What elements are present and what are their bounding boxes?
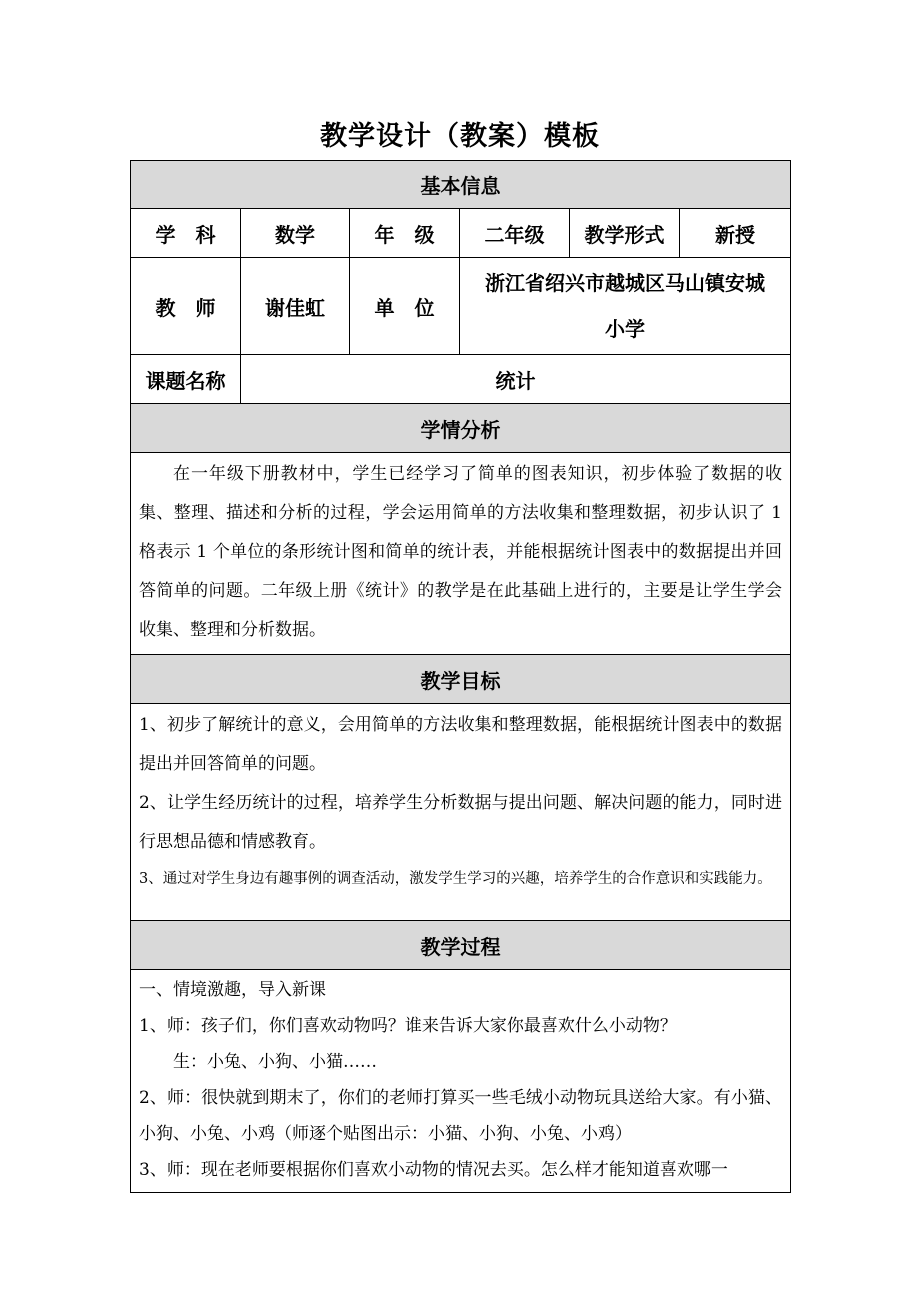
process-line: 3、师：现在老师要根据你们喜欢小动物的情况去买。怎么样才能知道喜欢哪一 bbox=[139, 1160, 728, 1180]
subject-label: 学 科 bbox=[131, 209, 241, 258]
analysis-text: 在一年级下册教材中，学生已经学习了简单的图表知识，初步体验了数据的收集、整理、描述和分析的过程，学会运用简单的方法收集和整理数据，初步认识了 1 格表示 1 个单位的条形统计图和简单的统计表，并能根据统计图表中的数据提出并回答简单的问题。二年级上册《统计》的教学是在此基础上进行的，主要是让学生学会收集、整理和分析数据。 bbox=[139, 464, 782, 640]
grade-label: 年 级 bbox=[350, 209, 460, 258]
objectives-header: 教学目标 bbox=[131, 655, 791, 704]
lesson-plan-table bbox=[130, 160, 791, 1193]
analysis-body bbox=[131, 453, 791, 655]
topic-value: 统计 bbox=[241, 355, 791, 404]
process-body bbox=[131, 970, 791, 1193]
teacher-value: 谢佳虹 bbox=[241, 258, 350, 355]
process-line: 生：小兔、小狗、小猫…… bbox=[173, 1052, 377, 1072]
teaching-form-label: 教学形式 bbox=[570, 209, 680, 258]
teaching-form-value: 新授 bbox=[680, 209, 791, 258]
process-line: 一、情境激趣，导入新课 bbox=[139, 980, 326, 1000]
analysis-header: 学情分析 bbox=[131, 404, 791, 453]
unit-value bbox=[460, 258, 791, 355]
unit-label: 单 位 bbox=[350, 258, 460, 355]
subject-value: 数学 bbox=[241, 209, 350, 258]
unit-value-line1: 浙江省绍兴市越城区马山镇安城 bbox=[485, 271, 765, 295]
objective-item: 2、让学生经历统计的过程，培养学生分析数据与提出问题、解决问题的能力，同时进行思想品德和情感教育。 bbox=[139, 793, 782, 852]
process-line: 1、师：孩子们，你们喜欢动物吗？谁来告诉大家你最喜欢什么小动物？ bbox=[139, 1016, 677, 1036]
grade-value: 二年级 bbox=[460, 209, 570, 258]
basic-info-header: 基本信息 bbox=[131, 161, 791, 209]
objective-item: 3、通过对学生身边有趣事例的调查活动，激发学生学习的兴趣，培养学生的合作意识和实践能力。 bbox=[139, 871, 772, 887]
objectives-body bbox=[131, 704, 791, 921]
topic-label: 课题名称 bbox=[131, 355, 241, 404]
objective-item: 1、初步了解统计的意义，会用简单的方法收集和整理数据，能根据统计图表中的数据提出并回答简单的问题。 bbox=[139, 715, 782, 774]
document-title: 教学设计（教案）模板 bbox=[320, 121, 600, 152]
process-line: 2、师：很快就到期末了，你们的老师打算买一些毛绒小动物玩具送给大家。有小猫、小狗、小兔、小鸡（师逐个贴图出示：小猫、小狗、小兔、小鸡） bbox=[139, 1088, 782, 1144]
teacher-label: 教 师 bbox=[131, 258, 241, 355]
unit-value-line2: 小学 bbox=[605, 317, 645, 341]
process-header: 教学过程 bbox=[131, 921, 791, 970]
